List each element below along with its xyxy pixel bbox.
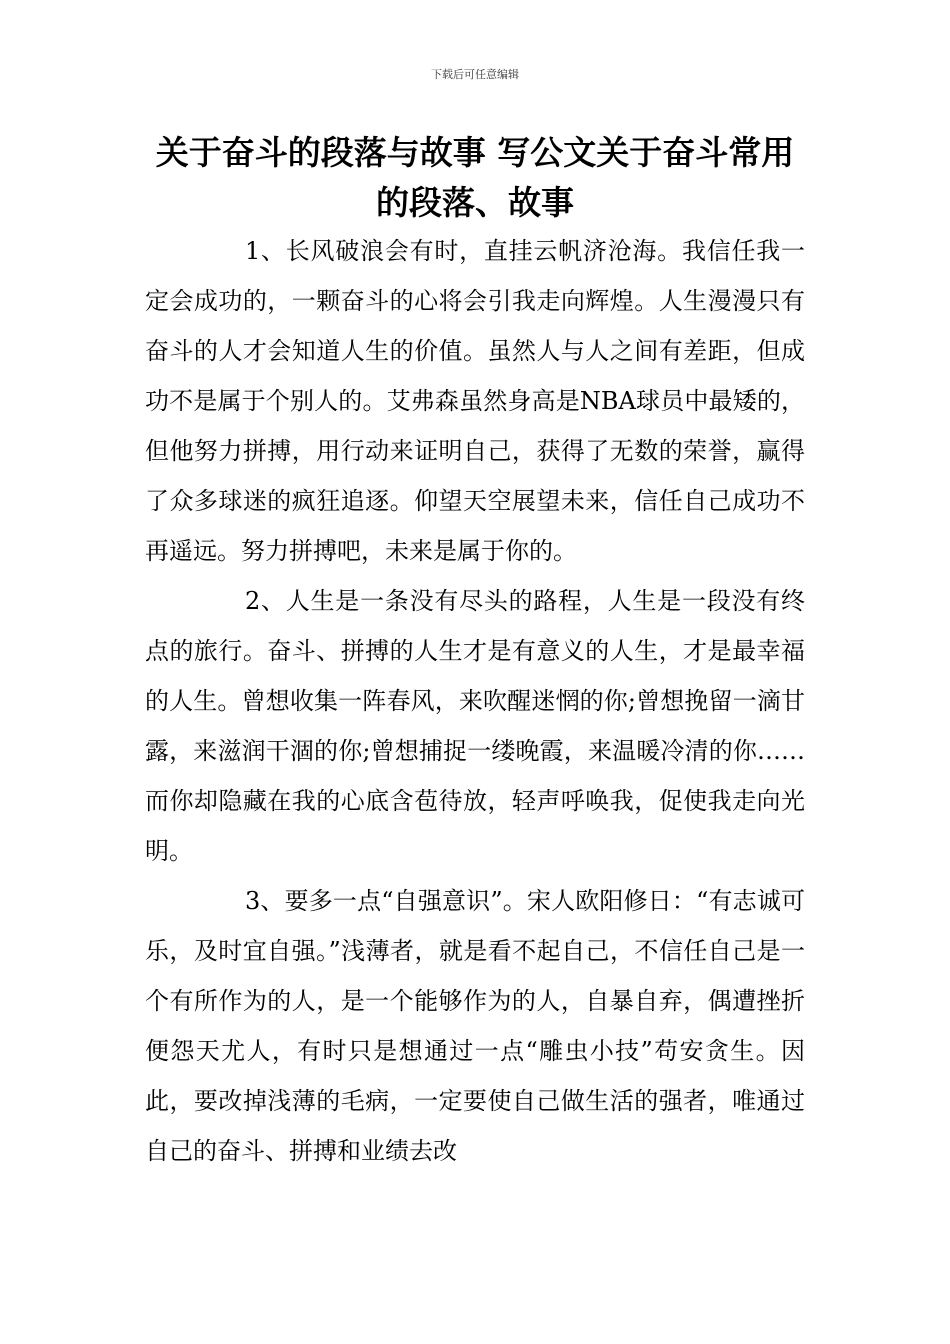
paragraph-2: 2、人生是一条没有尽头的路程，人生是一段没有终点的旅行。奋斗、拼搏的人生才是有意义的人生，才是最幸福的人生。曾想收集一阵春风，来吹醒迷惘的你;曾想挽留一滴甘露，来滋润干涸的你;曾想捕捉一缕晚霞，来温暖冷清的你……而你却隐藏在我的心底含苞待放，轻声呼唤我，促使我走向光明。	[145, 587, 805, 865]
document-body	[145, 226, 805, 1176]
paragraph-3: 3、要多一点“自强意识”。宋人欧阳修日：“有志诚可乐，及时宜自强。”浅薄者，就是看不起自己，不信任自己是一个有所作为的人，是一个能够作为的人，自暴自弃，偶遭挫折便怨天尤人，有时只是想通过一点“雕虫小技”苟安贪生。因此，要改掉浅薄的毛病，一定要使自己做生活的强者，唯通过自己的奋斗、拼搏和业绩去改	[145, 887, 805, 1165]
paragraph-1: 1、长风破浪会有时，直挂云帆济沧海。我信任我一定会成功的，一颗奋斗的心将会引我走向辉煌。人生漫漫只有奋斗的人才会知道人生的价值。虽然人与人之间有差距，但成功不是属于个别人的。艾弗森虽然身高是NBA球员中最矮的，但他努力拼搏，用行动来证明自己，获得了无数的荣誉，赢得了众多球迷的疯狂追逐。仰望天空展望未来，信任自己成功不再遥远。努力拼搏吧，未来是属于你的。	[145, 237, 805, 565]
document-title: 关于奋斗的段落与故事 写公文关于奋斗常用的段落、故事	[155, 133, 795, 222]
header-note: 下载后可任意编辑	[431, 68, 519, 81]
